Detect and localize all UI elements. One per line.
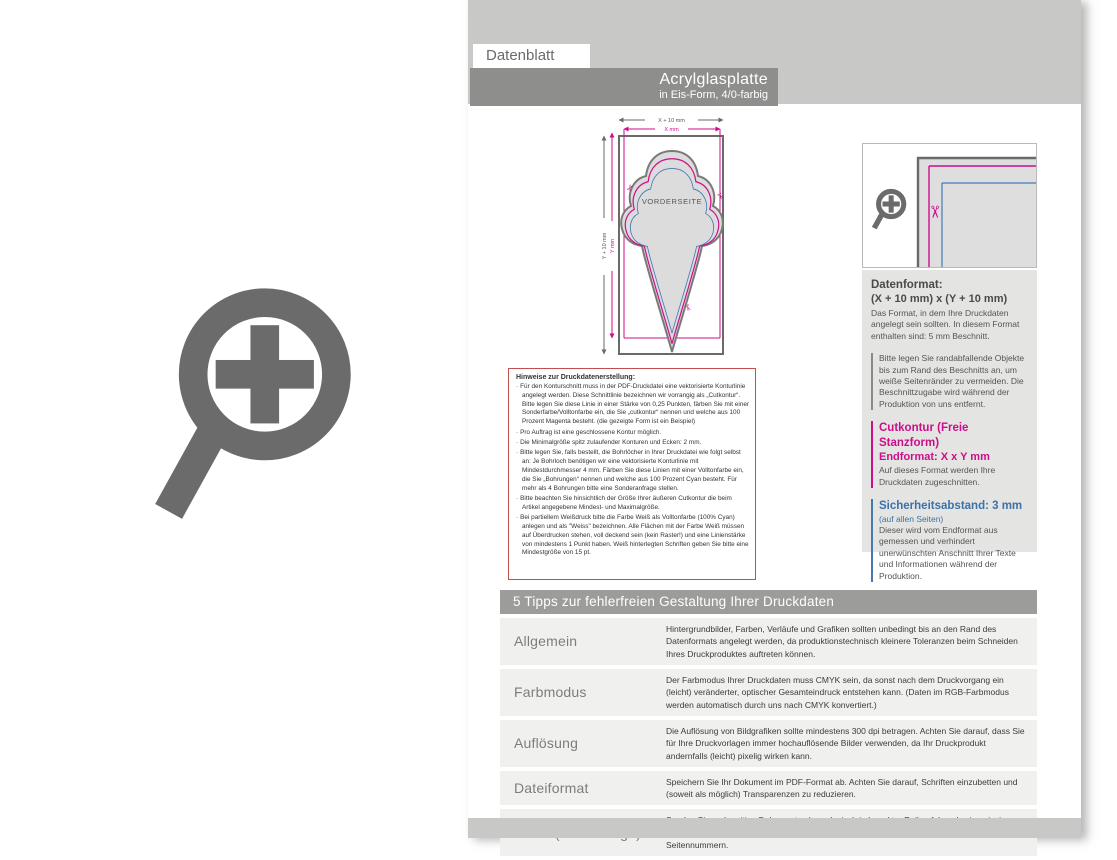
tip-label: Auflösung [514,735,579,752]
tip-label: Allgemein [514,633,578,650]
icecream-outer-shape [621,151,723,352]
hinweise-box [508,368,756,580]
sicherheitsabstand-body: Dieser wird vom Endformat aus gemessen und verhindert unerwünschten Anschnitt Ihrer Texte und Informationen während der Produktion. [879,524,1016,581]
tips-row [500,618,1037,665]
datenformat-title: Datenformat: [871,279,943,291]
tab-datenblatt[interactable]: Datenblatt [473,44,590,68]
bullet: · [516,383,519,390]
zoom-in-icon[interactable] [150,272,355,538]
datenformat-formula: (X + 10 mm) x (Y + 10 mm) [871,293,1008,306]
page-title: Acrylglasplatte [659,71,768,88]
scissors-icon: ✂ [925,204,944,220]
hinweise-item: · Bitte legen Sie, falls bestellt, die Bohrlöcher in Ihrer Druckdatei wie folgt selbst an: Je Bohrloch benötigen wir eine vektorisierte Konturlinie mit Mindestdurchmesser 4 mm. Färben Sie diese Linien mit einer Volltonfarbe ein, die Sie „Bohrungen“ nennen und welche aus 100 Prozent Cyan besteht. Für mehr als 4 Bohrungen bitte eine Sonderanfrage stellen. [516,449,744,492]
dim-height-inner: Y mm [610,238,616,254]
tip-text: Seitennummern. [666,840,729,851]
section-datenformat [871,278,1029,342]
bullet: · [516,494,519,502]
footer-band [468,818,1081,838]
bullet: · [516,514,519,522]
scissors-icon: ✂ [624,182,637,194]
bleed-note-body: Bitte legen Sie randabfallende Objekte bis zum Rand des Beschnitts an, um weiße Seitenränder zu vermeiden. Die Beschnittzugabe wird während der Produktion von uns entfernt. [879,353,1025,409]
tip-text: Hintergrundbilder, Farben, Verläufe und Grafiken sollten unbedingt bis an den Rand des Datenformats angelegt werden, da produktionstechnisch kleinere Toleranzen beim Schneiden Ihres Druckproduktes auftreten können. [666,624,1018,659]
cutkontur-subtitle: Endformat: X x Y mm [879,451,990,464]
tip-text: Der Farbmodus Ihrer Druckdaten muss CMYK sein, da sonst nach dem Druckvorgang ein (leicht) veränderter, optischer Gesamteindruck entstehen kann. (Daten im RGB-Farbmodus werden automatisch durch uns nach CMYK konvertiert.) [666,674,1009,710]
bullet: · [516,428,519,436]
sicherheitsabstand-subtitle: (auf allen Seiten) [879,513,944,524]
hinweise-title: Hinweise zur Druckdatenerstellung: [516,374,636,381]
hinweise-item: · Bitte beachten Sie hinsichtlich der Größe Ihrer äußeren Cutkontur die beim Artikel angegebene Mindest- und Maximalgröße. [516,494,732,511]
bullet: · [516,449,519,457]
front-side-label: VORDERSEITE [641,197,703,206]
tips-row [500,669,1037,716]
tips-row [500,720,1037,767]
tips-header: 5 Tipps zur fehlerfreien Gestaltung Ihrer Druckdaten [500,590,1037,614]
dimension-diagram [585,113,750,360]
hinweise-item: · Pro Auftrag ist eine geschlossene Kontur möglich. [516,428,662,436]
tip-label: Farbmodus [514,684,587,701]
datasheet-page [468,0,1081,851]
hinweise-item: · Für den Konturschnitt muss in der PDF-Druckdatei eine vektorisierte Konturlinie angelegt werden. Diese Schnittlinie bezeichnen wir vorrangig als „Cutkontur“. Bitte legen Sie diese Linie in einer Stärke von 0,25 Punkten, färben Sie mit einer Sonderfarbe/Volltonfarbe ein, die Sie „cutkontur“ nennen und welche aus 100 Prozent Magenta besteht. (die gezeigte Form ist ein Beispiel) [516,383,750,426]
section-sicherheitsabstand [871,499,1029,582]
scissors-icon: ✂ [681,302,694,314]
tip-text: Speichern Sie Ihr Dokument im PDF-Format ab. Achten Sie darauf, Schriften einzubetten und (soweit als möglich) Transparenzen zu reduzieren. [666,776,1018,800]
datenformat-body: Das Format, in dem Ihre Druckdaten angelegt sein sollten. In diesem Format enthalten sind: 5 mm Beschnitt. [871,307,1020,341]
hinweise-list [516,383,749,558]
tip-text: Die Auflösung von Bildgrafiken sollte mindestens 300 dpi betragen. Achten Sie darauf, dass Sie für Ihre Druckvorlagen immer hochauflösende Bilder verwenden, da Ihr Druckprodukt andernfalls (leicht) pixelig wirken kann. [666,725,1025,761]
page-subtitle: in Eis-Form, 4/0-farbig [659,89,768,101]
corner-detail-graphic [863,144,1036,267]
dim-width-outer: X + 10 mm [658,118,685,125]
tip-label: Dateiformat [514,780,589,797]
info-panel [862,270,1037,581]
sicherheitsabstand-title: Sicherheitsabstand: 3 mm [879,500,1023,513]
magnifier-handle [169,434,212,512]
cutkontur-body: Auf dieses Format werden Ihre Druckdaten zugeschnitten. [879,465,996,487]
section-bleed-note [871,353,1029,410]
dim-width-inner: X mm [664,127,679,134]
dim-height-outer: Y + 10 mm [602,232,608,260]
zoom-in-icon [874,191,904,228]
tips-row [500,771,1037,806]
hinweise-item: · Die Minimalgröße spitz zulaufender Konturen und Ecken: 2 mm. [516,438,702,446]
bullet: · [516,438,519,446]
hinweise-item: · Bei partiellem Weißdruck bitte die Farbe Weiß als Volltonfarbe (100% Cyan) anlegen und als "Weiss" bezeichnen. Alle Flächen mit der Farbe Weiß müssen auf Überdrucken stehen, voll deckend sein (kein Raster!) und eine Linienstärke von mindestens 1 Punkt haben. Weiß hinterlegten Schriften geben Sie bitte eine Mindestgröße von 15 pt. [516,514,749,557]
title-bar [470,68,778,106]
scissors-icon: ✂ [714,190,727,203]
cutkontur-title: Cutkontur (Freie Stanzform) [879,422,969,449]
section-cutkontur [871,421,1029,488]
corner-detail-box[interactable] [862,143,1037,268]
plus-vertical [250,325,279,423]
